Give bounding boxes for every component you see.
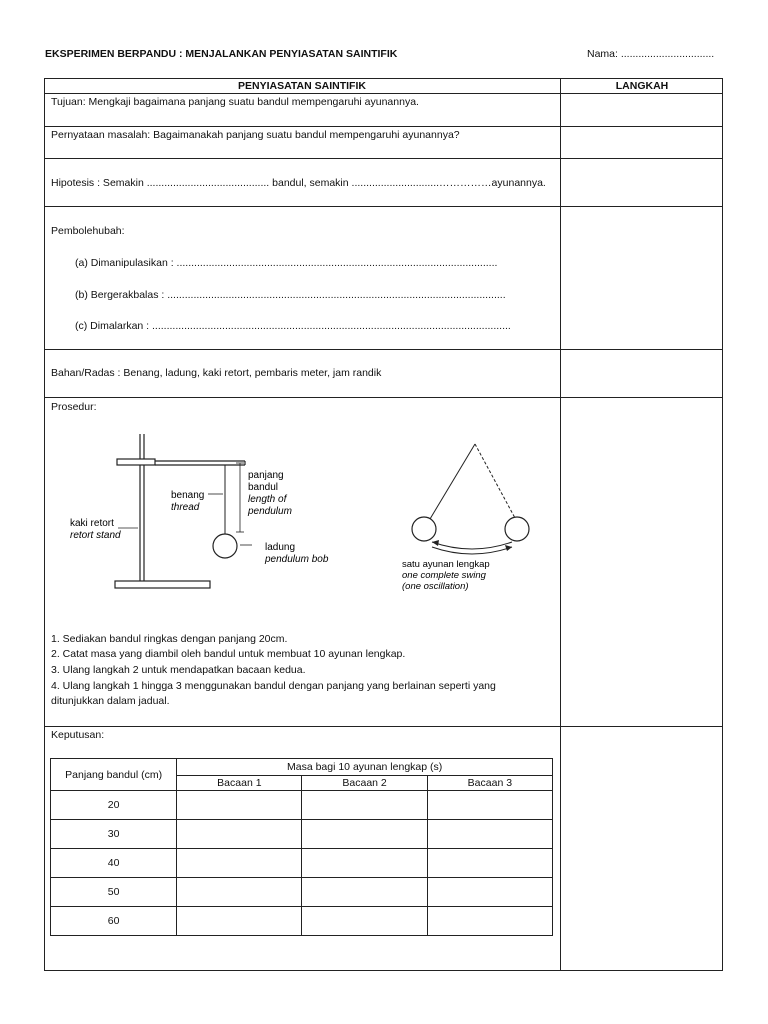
reading-cell[interactable] — [427, 878, 552, 907]
label-thread: thread — [171, 502, 200, 513]
main-column-header: PENYIASATAN SAINTIFIK — [238, 80, 366, 92]
length-cell: 60 — [51, 907, 177, 936]
tujuan-text: Tujuan: Mengkaji bagaimana panjang suatu bandul mempengaruhi ayunannya. — [51, 96, 419, 108]
row-divider — [44, 126, 723, 127]
reading-cell[interactable] — [302, 820, 427, 849]
header-reading: Bacaan 2 — [302, 776, 427, 791]
table-row — [51, 907, 553, 936]
table-row — [51, 791, 553, 820]
bahan-text: Bahan/Radas : Benang, ladung, kaki retort, pembaris meter, jam randik — [51, 367, 382, 379]
prosedur-label: Prosedur: — [51, 401, 97, 413]
reading-cell[interactable] — [177, 849, 302, 878]
label-kaki-retort: kaki retort — [70, 518, 114, 529]
variable-responding: (b) Bergerakbalas : .................................................................................................................... — [75, 289, 506, 301]
pembolehubah-label: Pembolehubah: — [51, 225, 125, 237]
reading-cell[interactable] — [427, 907, 552, 936]
label-length-of: length of — [248, 494, 287, 505]
reading-cell[interactable] — [177, 791, 302, 820]
label-one-swing: one complete swing — [402, 570, 486, 581]
label-satu-ayunan: satu ayunan lengkap — [402, 559, 490, 570]
reading-cell[interactable] — [177, 907, 302, 936]
procedure-step: 4. Ulang langkah 1 hingga 3 menggunakan bandul dengan panjang yang berlainan seperti yang — [51, 680, 496, 692]
row-divider — [44, 349, 723, 350]
row-divider — [44, 158, 723, 159]
reading-cell[interactable] — [427, 849, 552, 878]
table-row — [51, 849, 553, 878]
procedure-step: 1. Sediakan bandul ringkas dengan panjang 20cm. — [51, 633, 288, 645]
label-ladung: ladung — [265, 542, 296, 553]
header-time: Masa bagi 10 ayunan lengkap (s) — [177, 759, 553, 776]
keputusan-label: Keputusan: — [51, 729, 105, 741]
worksheet-title: EKSPERIMEN BERPANDU : MENJALANKAN PENYIASATAN SAINTIFIK — [45, 48, 398, 60]
reading-cell[interactable] — [302, 878, 427, 907]
label-one-oscillation: (one oscillation) — [402, 581, 469, 592]
swing-diagram — [412, 444, 529, 554]
pernyataan-text: Pernyataan masalah: Bagaimanakah panjang suatu bandul mempengaruhi ayunannya? — [51, 129, 460, 141]
label-bandul: bandul — [248, 482, 279, 493]
length-cell: 50 — [51, 878, 177, 907]
procedure-step: ditunjukkan dalam jadual. — [51, 695, 170, 707]
reading-cell[interactable] — [427, 791, 552, 820]
header-length: Panjang bandul (cm) — [51, 759, 177, 791]
results-table — [50, 758, 553, 936]
variable-constant: (c) Dimalarkan : ........................................................................................................................... — [75, 320, 511, 332]
reading-cell[interactable] — [302, 849, 427, 878]
length-cell: 30 — [51, 820, 177, 849]
column-divider — [560, 78, 561, 971]
label-retort-stand: retort stand — [70, 530, 121, 541]
row-divider — [44, 397, 723, 398]
name-field: Nama: ................................ — [587, 48, 715, 60]
length-cell: 20 — [51, 791, 177, 820]
row-divider — [44, 726, 723, 727]
pendulum-bob — [213, 534, 237, 558]
reading-cell[interactable] — [302, 907, 427, 936]
side-column-header: LANGKAH — [615, 80, 669, 92]
variable-manipulated: (a) Dimanipulasikan : .............................................................................................................. — [75, 257, 498, 269]
reading-cell[interactable] — [302, 791, 427, 820]
reading-cell[interactable] — [177, 878, 302, 907]
row-divider — [44, 206, 723, 207]
reading-cell[interactable] — [427, 820, 552, 849]
hipotesis-text: Hipotesis : Semakin .......................................... bandul, semakin ..............................……………ayunannya. — [51, 177, 546, 189]
table-row — [51, 878, 553, 907]
length-cell: 40 — [51, 849, 177, 878]
label-panjang: panjang — [248, 470, 284, 481]
row-divider — [44, 93, 723, 94]
header-reading: Bacaan 3 — [427, 776, 552, 791]
pendulum-diagram — [60, 426, 560, 616]
header-reading: Bacaan 1 — [177, 776, 302, 791]
label-pendulum-bob: pendulum bob — [265, 554, 329, 565]
label-pendulum: pendulum — [248, 506, 292, 517]
procedure-step: 2. Catat masa yang diambil oleh bandul untuk membuat 10 ayunan lengkap. — [51, 648, 406, 660]
reading-cell[interactable] — [177, 820, 302, 849]
label-benang: benang — [171, 490, 205, 501]
procedure-step: 3. Ulang langkah 2 untuk mendapatkan bacaan kedua. — [51, 664, 306, 676]
table-row — [51, 820, 553, 849]
